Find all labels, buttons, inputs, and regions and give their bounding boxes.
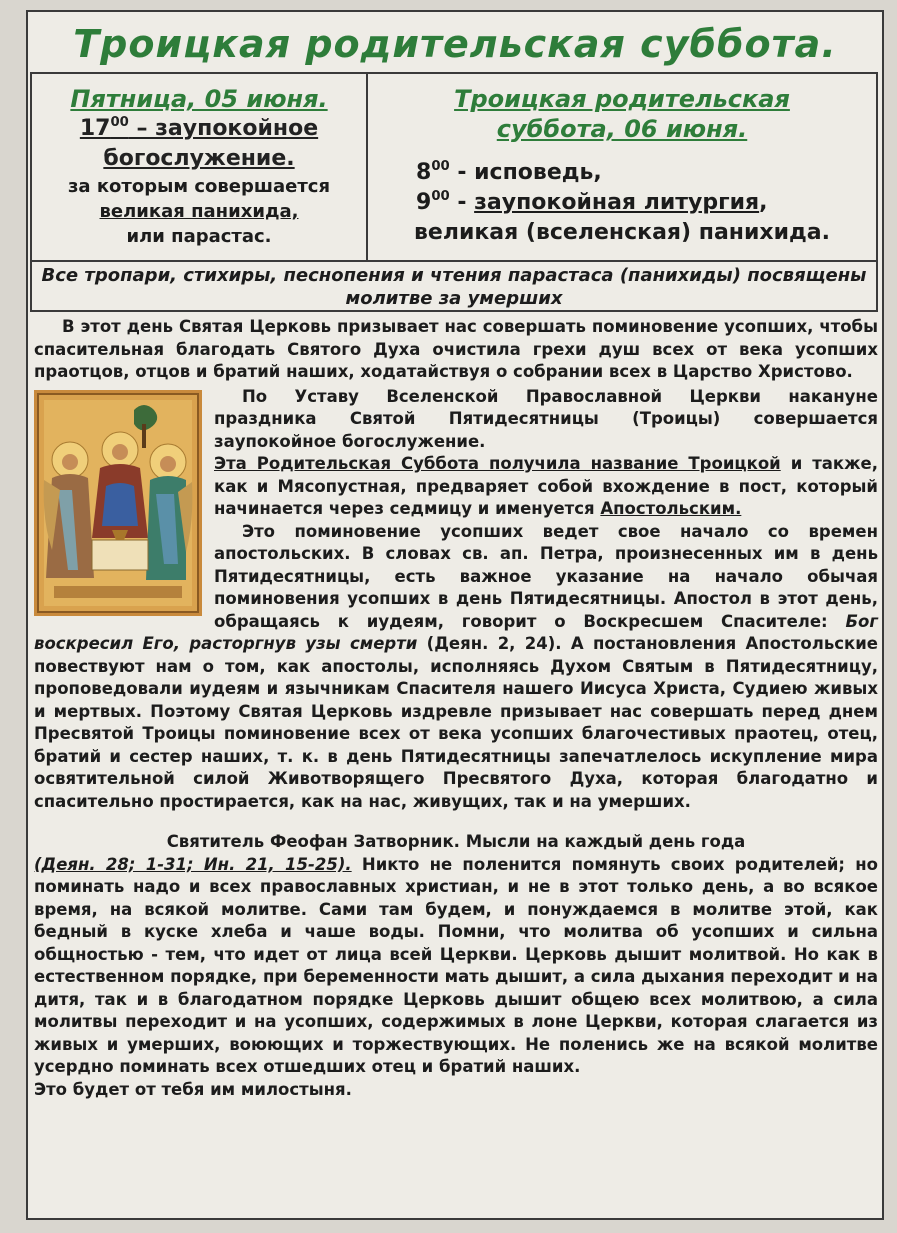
scripture-quote: Бог воскресил Его, расторгнув узы смерти bbox=[34, 611, 878, 653]
saturday-time-2 bbox=[368, 188, 876, 218]
t2-text: заупокойная литургия bbox=[474, 190, 760, 215]
quote-heading: Святитель Феофан Затворник. Мысли на каждый день года bbox=[166, 832, 746, 851]
saturday-heading-2: суббота, 06 июня. bbox=[496, 115, 748, 143]
paragraph-4-end: (Деян. 2, 24). А постановления Апостольские повествуют нам о том, как апостолы, исполняясь Духом Святым в Пятидесятницу, проповедовали иудеям и язычникам Спасителя нашего Иисуса Христа, Судиею живых и мертвых. Поэтому Святая Церковь издревле призывает нас совершать перед днем Пресвятой Троицы поминовение всех от века усопших благочестивых праотец, отец, братий и сестер наших, т. к. в день Пятидесятницы запечатлелось искупление мира освятительной силой Животворящего Пресвятого Духа, которая благодатно и спасительно простирается, как на нас, живущих, так и на умерших. bbox=[34, 634, 878, 811]
friday-after: за которым совершается bbox=[67, 176, 331, 197]
t1-hour: 8 bbox=[416, 160, 432, 185]
friday-service bbox=[32, 114, 366, 174]
page-title: Троицкая родительская суббота. bbox=[73, 22, 837, 66]
schedule-box bbox=[30, 72, 878, 312]
paragraph-3-middle: и также, как и Мясопустная, предваряет собой вхождение в пост, который начинается через седмицу и именуется bbox=[214, 454, 878, 518]
friday-panikhida: великая панихида, bbox=[99, 201, 299, 222]
t1-min: 00 bbox=[431, 159, 450, 174]
paragraph-4-start: Это поминовение усопших ведет свое начало со времен апостольских. В словах св. ап. Петра, произнесенных им в день Пятидесятницы, есть важное указание на начало обычая поминовения усопших в день Пятидесятницы. Апостол в этот день, обращаясь к иудеям, говорит о Воскресшем Спасителе: bbox=[214, 521, 878, 631]
quote-last-line: Это будет от тебя им милостыня. bbox=[34, 1079, 352, 1099]
friday-heading: Пятница, 05 июня. bbox=[70, 85, 328, 113]
quote-reference: (Деян. 28; 1-31; Ин. 21, 15-25). bbox=[34, 854, 352, 874]
trinity-icon bbox=[34, 390, 202, 616]
paragraph-3-apostolic: Апостольским. bbox=[600, 499, 742, 518]
quote-text: Никто не поленится помянуть своих родителей; но поминать надо и всех православных христиан, и не в этот только день, а во всякое время, на всякой молитве. Сами там будем, и понуждаемся в молитве этой, как бедный в куске хлеба и чаше воды. Помни, что молитва об усопших и сильна общностью - тем, что идет от лица всей Церкви. Церковь дышит молитвой. Но как в естественном порядке, при беременности мать дышит, а сила дыхания переходит и на дитя, так и в благодатном порядке Церковь дышит общею всех молитвою, а сила молитвы переходит и на усопших, содержимых в лоне Церкви, которая слагается из живых и умерших, воюющих и торжествующих. Не поленись же на всякой молитве усердно поминать всех отшедших отец и братий наших. bbox=[34, 854, 879, 1076]
schedule-footer-note: Все тропари, стихиры, песнопения и чтения парастаса (панихиды) посвящены молитве за умерших bbox=[32, 260, 876, 310]
friday-column bbox=[32, 74, 368, 260]
notice-sheet bbox=[26, 10, 884, 1220]
saturday-column bbox=[368, 74, 876, 260]
friday-service-text: – заупокойное богослужение. bbox=[103, 116, 319, 171]
paragraph-1: В этот день Святая Церковь призывает нас совершать поминовение усопших, чтобы спасительная благодать Святого Духа очистила грехи душ всех от века усопших праотцов, отцов и братий наших, ходатайствуя о собрании всех в Царство Христово. bbox=[34, 317, 878, 381]
friday-time-min: 00 bbox=[110, 115, 129, 130]
t2-hour: 9 bbox=[416, 190, 432, 215]
t1-text: - исповедь, bbox=[449, 160, 602, 185]
friday-or: или парастас. bbox=[126, 226, 272, 247]
t2-dash: - bbox=[449, 190, 475, 215]
saturday-time-3: великая (вселенская) панихида. bbox=[413, 220, 830, 245]
t2-min: 00 bbox=[431, 189, 450, 204]
paragraph-2: По Уставу Вселенской Православной Церкви накануне праздника Святой Пятидесятницы (Троицы) совершается заупокойное богослужение. bbox=[214, 386, 878, 451]
paragraph-3-underlined: Эта Родительская Суббота получила название Троицкой bbox=[214, 454, 781, 473]
saturday-heading-1: Троицкая родительская bbox=[454, 85, 790, 113]
friday-time-hour: 17 bbox=[79, 116, 111, 141]
t2-comma: , bbox=[759, 190, 768, 215]
quote-paragraph bbox=[34, 854, 878, 1079]
article-body bbox=[34, 316, 878, 1101]
saturday-time-1 bbox=[368, 158, 876, 188]
